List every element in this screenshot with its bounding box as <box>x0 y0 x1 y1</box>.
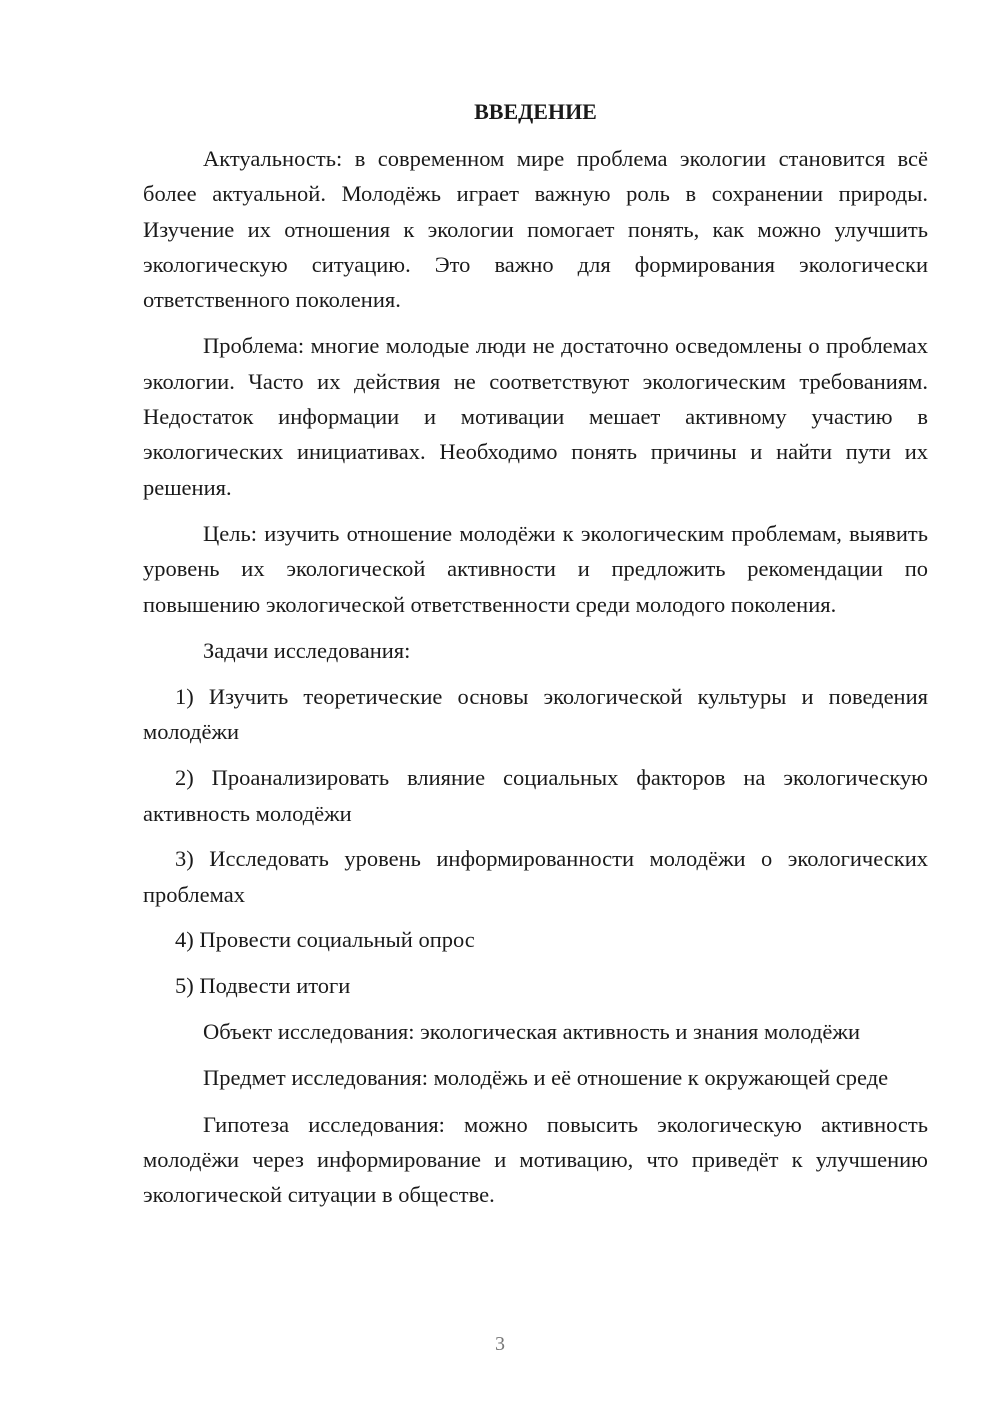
research-subject-paragraph: Предмет исследования: молодёжь и её отношение к окружающей среде <box>203 1065 889 1091</box>
tasks-heading: Задачи исследования: <box>203 637 411 663</box>
research-object-paragraph: Объект исследования: экологическая активность и знания молодёжи <box>203 1019 861 1045</box>
page-number: 3 <box>495 1333 505 1355</box>
page-title: ВВЕДЕНИЕ <box>474 99 597 124</box>
task-item-1: 1) Изучить теоретические основы экологической культуры и поведения молодёжи <box>143 684 928 745</box>
task-item-4: 4) Провести социальный опрос <box>175 927 475 953</box>
task-item-2: 2) Проанализировать влияние социальных факторов на экологическую активность молодёжи <box>143 765 928 826</box>
document-page <box>143 94 928 1224</box>
problem-paragraph: Проблема: многие молодые люди не достаточно осведомлены о проблемах экологии. Часто их действия не соответствуют экологическим требованиям. Недостаток информации и мотивации мешает активному участию в экологических инициативах. Необходимо понять причины и найти пути их решения. <box>143 333 928 500</box>
task-item-5: 5) Подвести итоги <box>175 973 351 999</box>
hypothesis-paragraph: Гипотеза исследования: можно повысить экологическую активность молодёжи через информирование и мотивацию, что приведёт к улучшению экологической ситуации в обществе. <box>143 1111 928 1208</box>
relevance-paragraph: Актуальность: в современном мире проблема экологии становится всё более актуальной. Молодёжь играет важную роль в сохранении природы. Изучение их отношения к экологии помогает понять, как можно улучшить экологическую ситуацию. Это важно для формирования экологически ответственного поколения. <box>143 146 928 313</box>
goal-paragraph: Цель: изучить отношение молодёжи к экологическим проблемам, выявить уровень их экологической активности и предложить рекомендации по повышению экологической ответственности среди молодого поколения. <box>143 520 928 617</box>
task-item-3: 3) Исследовать уровень информированности молодёжи о экологических проблемах <box>143 846 928 907</box>
